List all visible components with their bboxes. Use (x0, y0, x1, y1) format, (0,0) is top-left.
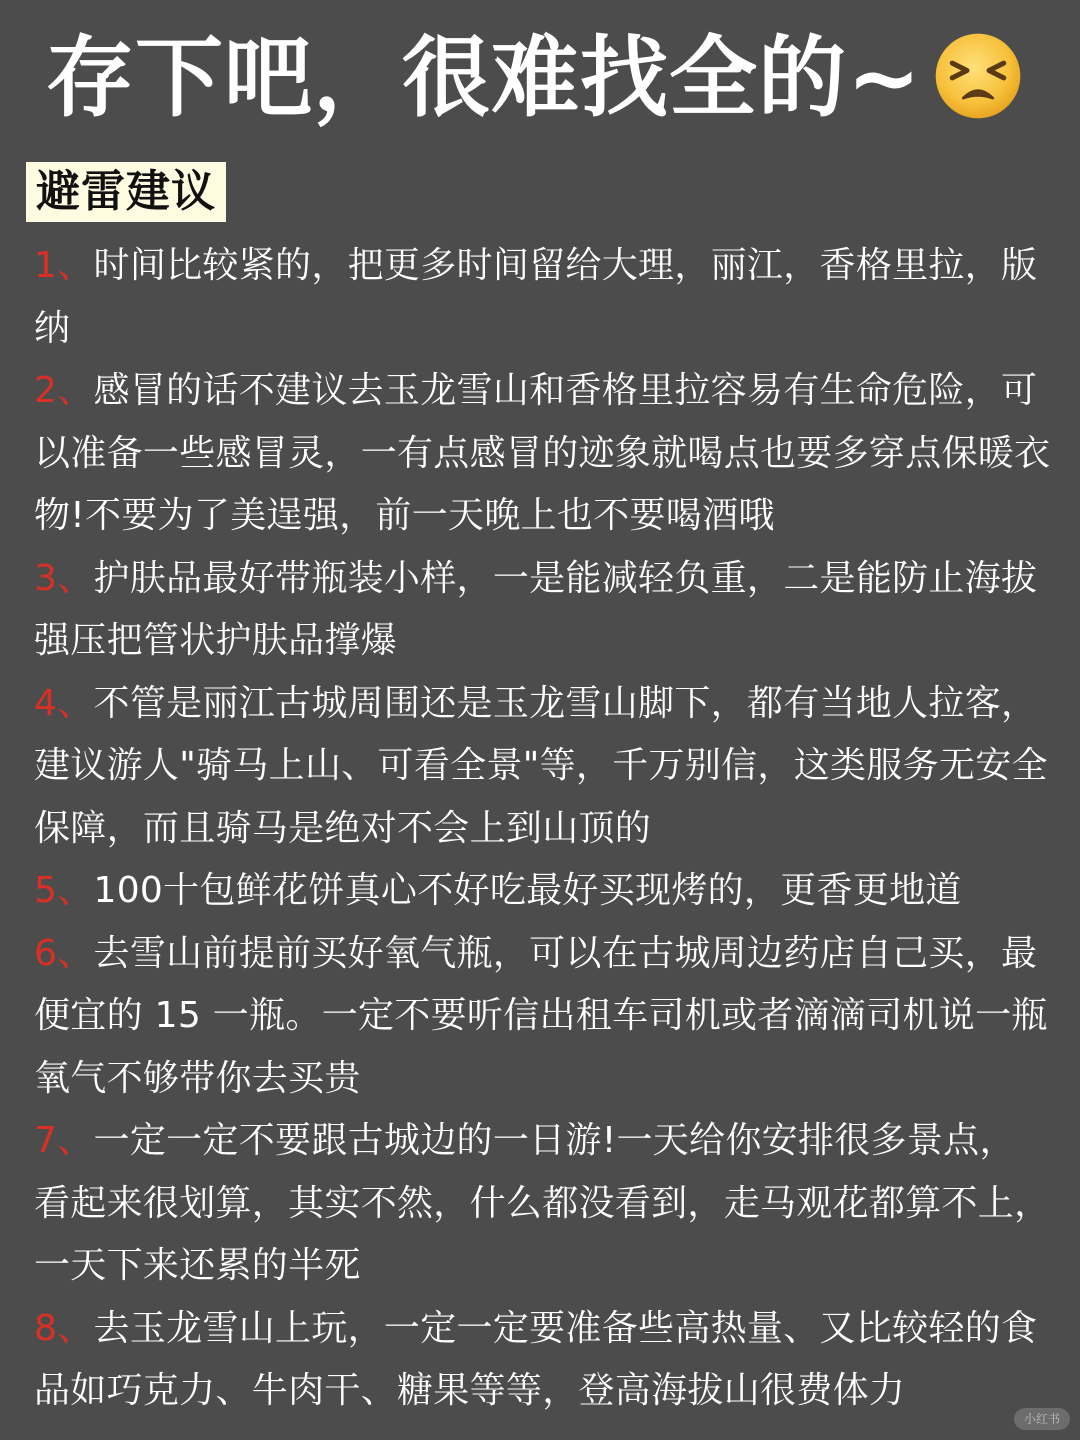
list-item (34, 1298, 1052, 1423)
list-item (34, 673, 1052, 861)
item-number: 4、 (34, 682, 94, 724)
list-item (34, 548, 1052, 673)
item-number: 2、 (34, 370, 94, 411)
watermark: 小红书 (1014, 1408, 1070, 1430)
item-number: 1、 (34, 245, 94, 286)
item-text: 去玉龙雪山上玩，一定一定要准备些高热量、又比较轻的食品如巧克力、牛肉干、糖果等等，登高海拔山很费体力 (34, 1307, 1038, 1411)
item-text: 100十包鲜花饼真心不好吃最好买现烤的，更香更地道 (93, 870, 962, 911)
page-title: 存下吧，很难找全的~ (46, 26, 922, 129)
item-text: 不管是丽江古城周围还是玉龙雪山脚下，都有当地人拉客，建议游人"骑马上山、可看全景"等，千万别信，这类服务无安全保障，而且骑马是绝对不会上到山顶的 (34, 682, 1048, 849)
list-item (34, 860, 1052, 923)
item-text: 去雪山前提前买好氧气瓶，可以在古城周边药店自己买，最便宜的 15 一瓶。一定不要听信出租车司机或者滴滴司机说一瓶氧气不够带你去买贵 (34, 932, 1048, 1099)
item-number: 7、 (34, 1120, 94, 1161)
tips-list (34, 235, 1052, 1423)
item-text: 感冒的话不建议去玉龙雪山和香格里拉容易有生命危险，可以准备一些感冒灵，一有点感冒的迹象就喝点也要多穿点保暖衣物!不要为了美逞强，前一天晚上也不要喝酒哦 (34, 370, 1051, 536)
item-number: 3、 (34, 557, 94, 599)
title-row (46, 22, 1046, 134)
item-text: 护肤品最好带瓶装小样，一是能减轻负重，二是能防止海拔强压把管状护肤品撑爆 (34, 557, 1038, 661)
section-label: 避雷建议 (26, 162, 226, 222)
list-item (34, 360, 1052, 548)
list-item (34, 1110, 1052, 1298)
item-number: 8、 (34, 1307, 94, 1349)
item-number: 6、 (34, 932, 94, 974)
item-text: 一定一定不要跟古城边的一日游!一天给你安排很多景点，看起来很划算，其实不然，什么都没看到，走马观花都算不上，一天下来还累的半死 (34, 1120, 1051, 1286)
item-number: 5、 (34, 870, 94, 911)
item-text: 时间比较紧的，把更多时间留给大理，丽江，香格里拉，版纳 (34, 245, 1038, 349)
tired-face-icon (932, 30, 1024, 122)
list-item (34, 235, 1052, 360)
list-item (34, 923, 1052, 1111)
